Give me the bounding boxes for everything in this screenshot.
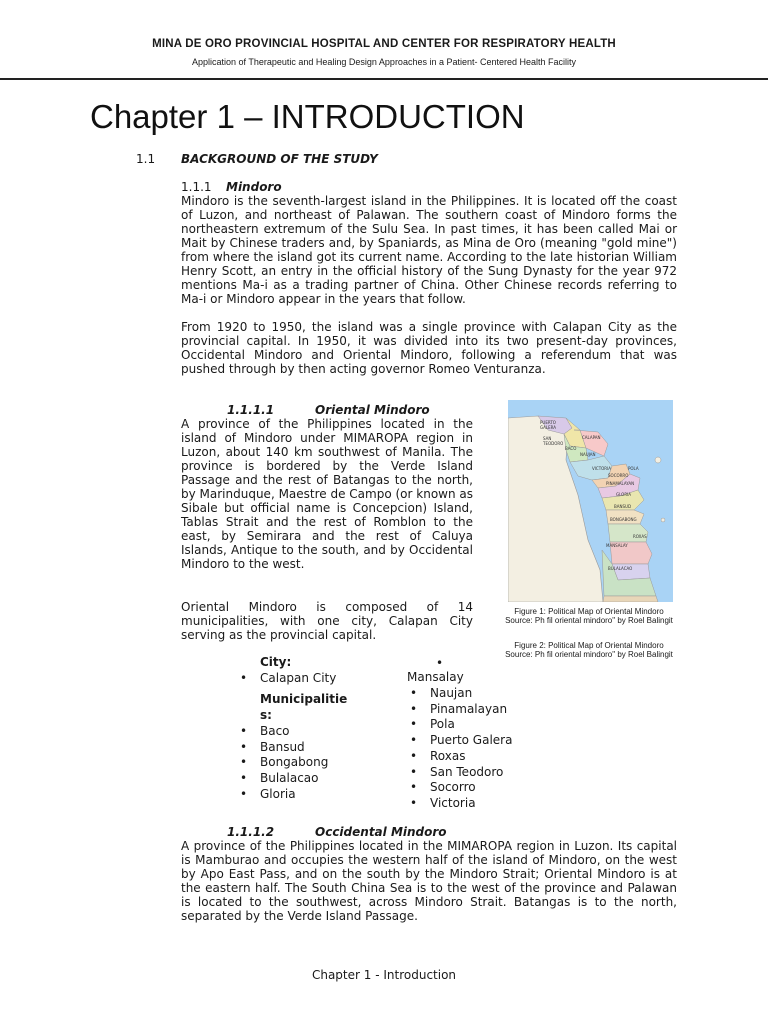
occidental-number: 1.1.1.2 <box>227 825 275 839</box>
municipality-list-right <box>430 686 596 812</box>
oriental-number: 1.1.1.1 <box>227 403 275 417</box>
section-number: 1.1 <box>136 152 156 166</box>
map-label-baco: BACO <box>565 446 577 451</box>
header-divider <box>0 78 768 80</box>
map-label-puerto-galera: PUERTO <box>540 420 556 425</box>
figure-2-title: Figure 2: Political Map of Oriental Mindoro <box>514 641 664 650</box>
figure-2-source: Source: Ph fil oriental mindoro" by Roel Balingit <box>505 650 673 659</box>
municipalities-heading: Municipalitie s: <box>260 692 348 723</box>
document-header-subtitle: Application of Therapeutic and Healing Design Approaches in a Patient- Centered Health Facility <box>191 57 577 67</box>
list-item: • Bansud <box>238 740 378 756</box>
oriental-paragraph-1: A province of the Philippines located in the island of Mindoro under MIMAROPA region in Luzon, about 140 km southwest of Manila. The province is bordered by the Verde Island Passage and the rest of Batangas to the north, by Marinduque, Maestre de Campo (or known as Sibale but official name is Concepcion) Island, Tablas Strait and the rest of Romblon to the east, by Semirara and the rest of Caluya Islands, Antique to the south, and by Occidental Mindoro to the west. <box>181 417 474 571</box>
svg-text:TEODORO: TEODORO <box>543 441 564 446</box>
list-item: • Puerto Galera <box>408 733 568 749</box>
mindoro-paragraph-1: Mindoro is the seventh-largest island in the Philippines. It is located off the coast of Luzon, and northeast of Palawan. The southern coast of Mindoro forms the northeastern extremum of the Sulu Sea. In past times, it has been called Mai or Mait by Chinese traders and, by Spaniards, as Mina de Oro (meaning "gold mine") from where the island got its current name. According to the late historian William Henry Scott, an entry in the official history of the Sung Dynasty for the year 972 mentions Ma-i as a trading partner of China. Other Chinese records referring to Ma-i or Mindoro appear in the years that follow. <box>181 194 677 306</box>
map-label-san-teodoro: SAN <box>543 436 552 441</box>
oriental-mindoro-map <box>508 400 673 602</box>
list-item: • Naujan <box>408 686 568 702</box>
map-label-pinamalayan: PINAMALAYAN <box>606 481 635 486</box>
list-item: • Roxas <box>408 749 568 765</box>
figure-1-caption <box>469 607 709 625</box>
map-label-pola: POLA <box>628 466 639 471</box>
svg-text:GALERA: GALERA <box>540 425 556 430</box>
subsection-title: Mindoro <box>226 180 282 194</box>
map-label-victoria: VICTORIA <box>592 466 611 471</box>
map-label-mansalay: MANSALAY <box>606 543 628 548</box>
map-label-bansud: BANSUD <box>614 504 632 509</box>
mindoro-paragraph-2: From 1920 to 1950, the island was a single province with Calapan City as the provincial capital. In 1950, it was divided into its two present-day provinces, Occidental Mindoro and Oriental Mindoro, following a referendum that was pushed through by then acting governor Romeo Venturanza. <box>181 320 677 376</box>
city-heading: City: <box>260 655 292 669</box>
list-item: • Gloria <box>238 787 378 803</box>
section-title: BACKGROUND OF THE STUDY <box>181 152 378 166</box>
figure-2-caption <box>469 641 709 659</box>
map-label-calapan: CALAPAN <box>582 435 601 440</box>
list-item: • Pinamalayan <box>408 702 568 718</box>
list-item: • Victoria <box>408 796 568 812</box>
list-item: • Baco <box>238 724 378 740</box>
map-label-bongabong: BONGABONG <box>610 517 637 522</box>
figure-1-title: Figure 1: Political Map of Oriental Mindoro <box>514 607 664 616</box>
list-item: • Bongabong <box>238 755 378 771</box>
municipality-list-left <box>238 655 378 802</box>
list-item: • San Teodoro <box>408 765 568 781</box>
bullet-only: • <box>436 656 444 670</box>
oriental-paragraph-2: Oriental Mindoro is composed of 14 municipalities, with one city, Calapan City serving as the provincial capital. <box>181 600 473 642</box>
oriental-title: Oriental Mindoro <box>315 403 430 417</box>
subsection-number: 1.1.1 <box>181 180 212 194</box>
list-item: • Calapan City <box>238 671 378 687</box>
map-label-gloria: GLORIA <box>616 492 632 497</box>
map-label-roxas: ROXAS <box>633 534 647 539</box>
list-item: • Pola <box>408 717 568 733</box>
list-item: • Socorro <box>408 780 568 796</box>
occidental-paragraph: A province of the Philippines located in the MIMAROPA region in Luzon. Its capital is Mamburao and occupies the western half of the island of Mindoro, on the west by Apo East Pass, and on the south by the Mindoro Strait; Oriental Mindoro is at the eastern half. The South China Sea is to the west of the province and Palawan is located to the southwest, across Mindoro Strait. Batangas is to the north, separated by the Verde Island Passage. <box>181 839 677 923</box>
page-footer: Chapter 1 - Introduction <box>311 968 457 982</box>
document-header-title: MINA DE ORO PROVINCIAL HOSPITAL AND CENTER FOR RESPIRATORY HEALTH <box>152 38 616 50</box>
map-label-naujan: NAUJAN <box>580 452 596 457</box>
map-label-bulalacao: BULALACAO <box>608 566 633 571</box>
map-label-socorro: SOCORRO <box>608 473 629 478</box>
figure-1-source: Source: Ph fil oriental mindoro" by Roel Balingit <box>505 616 673 625</box>
list-item: Mansalay <box>407 670 464 684</box>
chapter-title: Chapter 1 – INTRODUCTION <box>90 98 525 135</box>
occidental-title: Occidental Mindoro <box>315 825 447 839</box>
list-item: • Bulalacao <box>238 771 378 787</box>
